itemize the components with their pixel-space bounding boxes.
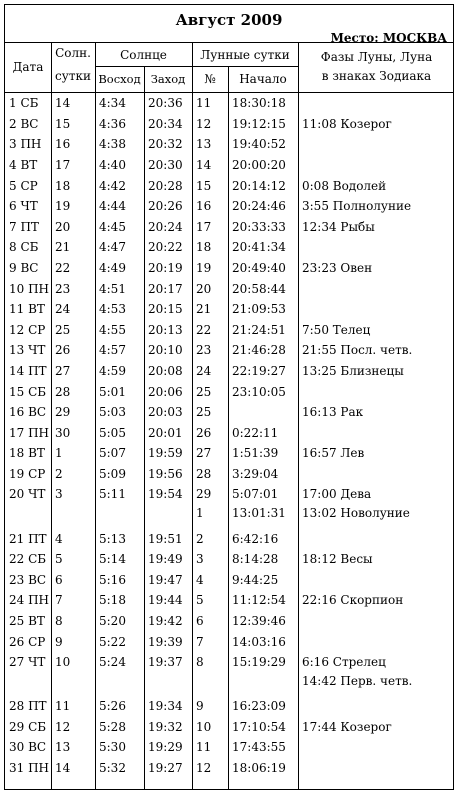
lunar-start-cell: 20:33:33: [232, 219, 286, 234]
lunar-start-cell: 3:29:04: [232, 466, 279, 481]
phase-cell: 11:08 Козерог: [302, 116, 392, 131]
sunset-cell: 19:59: [148, 446, 183, 461]
lunar-start-cell: 12:39:46: [232, 613, 286, 628]
table-row: [5, 569, 455, 590]
sunset-cell: 20:24: [148, 219, 183, 234]
sunset-cell: 19:39: [148, 634, 183, 649]
lunar-start-cell: 17:43:55: [232, 740, 286, 755]
sunrise-cell: 5:26: [99, 699, 126, 714]
lunar-number-cell: 13: [196, 137, 212, 152]
sunrise-cell: 5:07: [99, 446, 126, 461]
solar-day-cell: 1: [55, 446, 63, 461]
table-row: [5, 423, 455, 444]
lunar-number-cell: 7: [196, 634, 204, 649]
phase-cell: 16:57 Лев: [302, 446, 365, 461]
sunset-cell: 19:27: [148, 760, 183, 775]
phase-cell: 23:23 Овен: [302, 261, 373, 276]
table-row: [5, 590, 455, 611]
lunar-start-cell: 18:30:18: [232, 96, 286, 111]
phase-cell: [298, 758, 455, 779]
lunar-number-cell: 3: [196, 552, 204, 567]
lunar-number-cell: 18: [196, 240, 212, 255]
lunar-start-cell: 21:09:53: [232, 302, 286, 317]
phase-cell: 12:34 Рыбы: [302, 219, 375, 234]
table-row: [5, 528, 455, 549]
phase-cell: [298, 299, 455, 320]
phase-cell: 18:12 Весы: [302, 552, 373, 567]
solar-day-cell: 14: [55, 96, 71, 111]
solar-day-cell: 30: [55, 425, 71, 440]
lunar-start-cell: 1:51:39: [232, 446, 279, 461]
header-phases-2: в знаках Зодиака: [321, 69, 432, 83]
sunrise-cell: 5:24: [99, 654, 126, 669]
phase-cell: 7:50 Телец: [302, 322, 371, 337]
table-row: [5, 340, 455, 361]
solar-day-cell: 23: [55, 281, 71, 296]
solar-day-cell: 8: [55, 613, 63, 628]
lunar-start-cell: 19:12:15: [232, 116, 286, 131]
table-row: [5, 611, 455, 632]
solar-day-cell: 18: [55, 178, 71, 193]
solar-day-cell: 22: [55, 261, 71, 276]
phase-cell: [298, 423, 455, 444]
phase-cell: 17:44 Козерог: [302, 719, 392, 734]
solar-day-cell: 9: [55, 634, 63, 649]
phase-cell: 22:16 Скорпион: [302, 593, 404, 608]
table-row: [5, 464, 455, 485]
header-solar-day-1: Солн.: [55, 46, 91, 60]
date-cell: 6 ЧТ: [9, 199, 38, 214]
sunrise-cell: 4:34: [99, 96, 126, 111]
sunrise-cell: 5:13: [99, 531, 126, 546]
lunar-number-cell: 10: [196, 719, 212, 734]
location-label: Место: МОСКВА: [330, 31, 447, 45]
sunset-cell: 19:29: [148, 740, 183, 755]
table-row: [5, 631, 455, 652]
lunar-start-cell: 21:24:51: [232, 322, 286, 337]
lunar-number-cell: 9: [196, 699, 204, 714]
sunset-cell: 20:30: [148, 158, 183, 173]
sunrise-cell: 4:44: [99, 199, 126, 214]
table-row: [5, 716, 455, 737]
date-cell: 11 ВТ: [9, 302, 45, 317]
lunar-start-cell: 20:49:40: [232, 261, 286, 276]
solar-day-cell: 2: [55, 466, 63, 481]
sunrise-cell: 5:05: [99, 425, 126, 440]
solar-day-cell: 19: [55, 199, 71, 214]
lunar-number-cell: 2: [196, 531, 204, 546]
header-top-rule: [5, 42, 453, 43]
sunset-cell: 20:19: [148, 261, 183, 276]
sunset-cell: 20:15: [148, 302, 183, 317]
lunar-number-cell: 11: [196, 96, 212, 111]
sunrise-cell: 5:01: [99, 384, 126, 399]
date-cell: 25 ВТ: [9, 613, 45, 628]
sunset-cell: 20:32: [148, 137, 183, 152]
date-cell: 20 ЧТ: [9, 487, 46, 502]
solar-day-cell: 10: [55, 654, 71, 669]
date-cell: 29 СБ: [9, 719, 47, 734]
sunset-cell: 20:08: [148, 364, 183, 379]
lunar-number-cell: 19: [196, 261, 212, 276]
sunrise-cell: 5:09: [99, 466, 126, 481]
calendar-sheet: [4, 4, 454, 790]
lunar-number-cell: 25: [196, 405, 212, 420]
header-phases-1: Фазы Луны, Луна: [320, 50, 433, 64]
lunar-number-cell: 28: [196, 466, 212, 481]
sunset-cell: 20:17: [148, 281, 183, 296]
lunar-number-cell-line2: 1: [196, 506, 204, 521]
header-solar-day-2: сутки: [55, 69, 91, 83]
solar-day-cell: 27: [55, 364, 71, 379]
table-row: [5, 381, 455, 402]
page-title: Август 2009: [175, 11, 283, 29]
date-cell: 13 ЧТ: [9, 343, 46, 358]
lunar-number-cell-line1: 29: [196, 487, 212, 502]
sunrise-cell: 5:16: [99, 572, 126, 587]
header-sub-rule: [95, 66, 298, 67]
table-row: [5, 549, 455, 570]
lunar-number-cell: 5: [196, 593, 204, 608]
solar-day-cell: 25: [55, 322, 71, 337]
phase-cell-line1: 17:00 Дева: [302, 487, 372, 502]
phase-cell: [298, 484, 455, 528]
table-row: [5, 217, 455, 238]
phase-cell: [298, 93, 455, 114]
date-cell: 30 ВС: [9, 740, 47, 755]
table-row: [5, 484, 455, 528]
sunrise-cell: 5:11: [99, 487, 126, 502]
date-cell: 28 ПТ: [9, 699, 47, 714]
lunar-start-cell: 21:46:28: [232, 343, 286, 358]
lunar-start-cell: 0:22:11: [232, 425, 279, 440]
lunar-number-cell: 6: [196, 613, 204, 628]
calendar-table: [5, 93, 455, 778]
phase-cell: 0:08 Водолей: [302, 178, 387, 193]
table-row: [5, 155, 455, 176]
phase-cell: [298, 696, 455, 717]
phase-cell: [298, 381, 455, 402]
date-cell: 1 СБ: [9, 96, 39, 111]
lunar-number-cell: 12: [196, 116, 212, 131]
table-row: [5, 196, 455, 217]
sunrise-cell: 4:53: [99, 302, 126, 317]
date-cell: 26 СР: [9, 634, 46, 649]
lunar-start-cell: 20:58:44: [232, 281, 286, 296]
solar-day-cell: 21: [55, 240, 71, 255]
solar-day-cell: 28: [55, 384, 71, 399]
date-cell: 19 СР: [9, 466, 46, 481]
table-row: [5, 258, 455, 279]
lunar-start-cell-line2: 13:01:31: [232, 506, 286, 521]
lunar-start-cell: 17:10:54: [232, 719, 286, 734]
header-lunar-day: Лунные сутки: [200, 48, 290, 62]
phase-cell: [298, 278, 455, 299]
lunar-number-cell: 8: [196, 654, 204, 669]
solar-day-cell: 12: [55, 719, 71, 734]
sunrise-cell: 4:59: [99, 364, 126, 379]
sunrise-cell: 4:49: [99, 261, 126, 276]
header-date: Дата: [12, 60, 44, 74]
header-sunrise: Восход: [98, 72, 141, 86]
lunar-number-cell: 23: [196, 343, 212, 358]
table-row: [5, 402, 455, 423]
phase-cell-line1: 6:16 Стрелец: [302, 654, 386, 669]
sunrise-cell: 5:22: [99, 634, 126, 649]
table-row: [5, 320, 455, 341]
lunar-number-cell: 12: [196, 760, 212, 775]
date-cell: 31 ПН: [9, 760, 50, 775]
table-row: [5, 758, 455, 779]
lunar-start-cell: 20:14:12: [232, 178, 286, 193]
solar-day-cell: 20: [55, 219, 71, 234]
date-cell: 12 СР: [9, 322, 46, 337]
sunset-cell: 20:34: [148, 116, 183, 131]
lunar-start-cell-line1: 5:07:01: [232, 487, 279, 502]
phase-cell: [298, 611, 455, 632]
sunrise-cell: 4:42: [99, 178, 126, 193]
lunar-number-cell: 17: [196, 219, 212, 234]
sunset-cell: 20:13: [148, 322, 183, 337]
solar-day-cell: 6: [55, 572, 63, 587]
sunrise-cell: 5:18: [99, 593, 126, 608]
header-lunar-start: Начало: [239, 72, 287, 86]
header-sunset: Заход: [150, 72, 186, 86]
date-cell: 24 ПН: [9, 593, 50, 608]
phase-cell: 21:55 Посл. четв.: [302, 343, 413, 358]
date-cell: 21 ПТ: [9, 531, 47, 546]
lunar-start-cell: 11:12:54: [232, 593, 286, 608]
sunset-cell: 19:47: [148, 572, 183, 587]
solar-day-cell: 17: [55, 158, 71, 173]
date-cell: 4 ВТ: [9, 158, 38, 173]
lunar-number-cell: 21: [196, 302, 212, 317]
solar-day-cell: 13: [55, 740, 71, 755]
date-cell: 16 ВС: [9, 405, 47, 420]
lunar-number-cell: 4: [196, 572, 204, 587]
date-cell: 8 СБ: [9, 240, 39, 255]
lunar-number-cell: 16: [196, 199, 212, 214]
table-row: [5, 278, 455, 299]
sunset-cell: 19:54: [148, 487, 183, 502]
sunrise-cell: 5:32: [99, 760, 126, 775]
solar-day-cell: 4: [55, 531, 63, 546]
sunset-cell: 20:06: [148, 384, 183, 399]
sunset-cell: 20:22: [148, 240, 183, 255]
date-cell: 10 ПН: [9, 281, 50, 296]
phase-cell: [298, 737, 455, 758]
sunrise-cell: 4:55: [99, 322, 126, 337]
solar-day-cell: 29: [55, 405, 71, 420]
phase-cell: [298, 134, 455, 155]
table-row: [5, 696, 455, 717]
table-row: [5, 93, 455, 114]
sunset-cell: 19:34: [148, 699, 183, 714]
sunset-cell: 19:51: [148, 531, 183, 546]
sunrise-cell: 5:30: [99, 740, 126, 755]
solar-day-cell: 11: [55, 699, 71, 714]
sunrise-cell: 4:45: [99, 219, 126, 234]
date-cell: 18 ВТ: [9, 446, 45, 461]
lunar-number-cell: 15: [196, 178, 212, 193]
table-row: [5, 134, 455, 155]
phase-cell: 3:55 Полнолуние: [302, 199, 412, 214]
lunar-start-cell: 18:06:19: [232, 760, 286, 775]
solar-day-cell: 5: [55, 552, 63, 567]
sunrise-cell: 4:40: [99, 158, 126, 173]
sunset-cell: 19:44: [148, 593, 183, 608]
lunar-number-cell: [192, 484, 228, 528]
date-cell: 17 ПН: [9, 425, 50, 440]
table-row: [5, 114, 455, 135]
sunset-cell: 19:37: [148, 654, 183, 669]
phase-cell: [298, 464, 455, 485]
lunar-start-cell: 9:44:25: [232, 572, 279, 587]
phase-cell: [298, 528, 455, 549]
sunrise-cell: 4:51: [99, 281, 126, 296]
lunar-start-cell: [228, 484, 298, 528]
lunar-number-cell: 20: [196, 281, 212, 296]
date-cell: 9 ВС: [9, 261, 39, 276]
lunar-start-cell: 20:41:34: [232, 240, 286, 255]
sunset-cell: 20:36: [148, 96, 183, 111]
lunar-start-cell: 8:14:28: [232, 552, 279, 567]
lunar-number-cell: 11: [196, 740, 212, 755]
sunset-cell: 20:03: [148, 405, 183, 420]
solar-day-cell: 24: [55, 302, 71, 317]
sunrise-cell: 4:47: [99, 240, 126, 255]
lunar-start-cell: 20:24:46: [232, 199, 286, 214]
lunar-start-cell: 16:23:09: [232, 699, 286, 714]
sunset-cell: 19:32: [148, 719, 183, 734]
lunar-number-cell: 22: [196, 322, 212, 337]
date-cell: 23 ВС: [9, 572, 47, 587]
table-row: [5, 175, 455, 196]
phase-cell: [298, 155, 455, 176]
table-row: [5, 652, 455, 696]
lunar-number-cell: 24: [196, 364, 212, 379]
header-lunar-number: №: [204, 72, 216, 86]
table-row: [5, 237, 455, 258]
sunrise-cell: 4:57: [99, 343, 126, 358]
table-row: [5, 299, 455, 320]
sunrise-cell: 4:38: [99, 137, 126, 152]
sunrise-cell: 5:14: [99, 552, 126, 567]
sunset-cell: 19:49: [148, 552, 183, 567]
date-cell: 2 ВС: [9, 116, 39, 131]
sunset-cell: 20:10: [148, 343, 183, 358]
sunset-cell: 19:56: [148, 466, 183, 481]
date-cell: 14 ПТ: [9, 364, 47, 379]
date-cell: 15 СБ: [9, 384, 47, 399]
solar-day-cell: 26: [55, 343, 71, 358]
table-row: [5, 361, 455, 382]
sunrise-cell: 5:03: [99, 405, 126, 420]
date-cell: 5 СР: [9, 178, 38, 193]
sunset-cell: 20:28: [148, 178, 183, 193]
lunar-number-cell: 14: [196, 158, 212, 173]
sunset-cell: 20:26: [148, 199, 183, 214]
header-sun: Солнце: [120, 48, 167, 62]
sunset-cell: 19:42: [148, 613, 183, 628]
lunar-start-cell: 14:03:16: [232, 634, 286, 649]
phase-cell: [298, 652, 455, 696]
phase-cell: 16:13 Рак: [302, 405, 364, 420]
date-cell: 22 СБ: [9, 552, 47, 567]
phase-cell: [298, 237, 455, 258]
phase-cell: [298, 631, 455, 652]
lunar-start-cell: 6:42:16: [232, 531, 279, 546]
lunar-start-cell: 15:19:29: [232, 654, 286, 669]
sunrise-cell: 5:28: [99, 719, 126, 734]
solar-day-cell: 16: [55, 137, 71, 152]
table-row: [5, 737, 455, 758]
solar-day-cell: 7: [55, 593, 63, 608]
lunar-number-cell: 27: [196, 446, 212, 461]
date-cell: 7 ПТ: [9, 219, 39, 234]
lunar-number-cell: 26: [196, 425, 212, 440]
solar-day-cell: 15: [55, 116, 71, 131]
sunrise-cell: 4:36: [99, 116, 126, 131]
sunrise-cell: 5:20: [99, 613, 126, 628]
solar-day-cell: 3: [55, 487, 63, 502]
solar-day-cell: 14: [55, 760, 71, 775]
phase-cell-line2: 14:42 Перв. четв.: [302, 673, 413, 688]
phase-cell-line2: 13:02 Новолуние: [302, 506, 410, 521]
phase-cell: [298, 569, 455, 590]
lunar-number-cell: 25: [196, 384, 212, 399]
phase-cell: 13:25 Близнецы: [302, 364, 404, 379]
date-cell: 3 ПН: [9, 137, 42, 152]
date-cell: 27 ЧТ: [9, 654, 46, 669]
lunar-start-cell: 19:40:52: [232, 137, 286, 152]
lunar-start-cell: 20:00:20: [232, 158, 286, 173]
table-row: [5, 443, 455, 464]
lunar-start-cell: [228, 402, 298, 423]
sunset-cell: 20:01: [148, 425, 183, 440]
lunar-start-cell: 22:19:27: [232, 364, 286, 379]
lunar-start-cell: 23:10:05: [232, 384, 286, 399]
